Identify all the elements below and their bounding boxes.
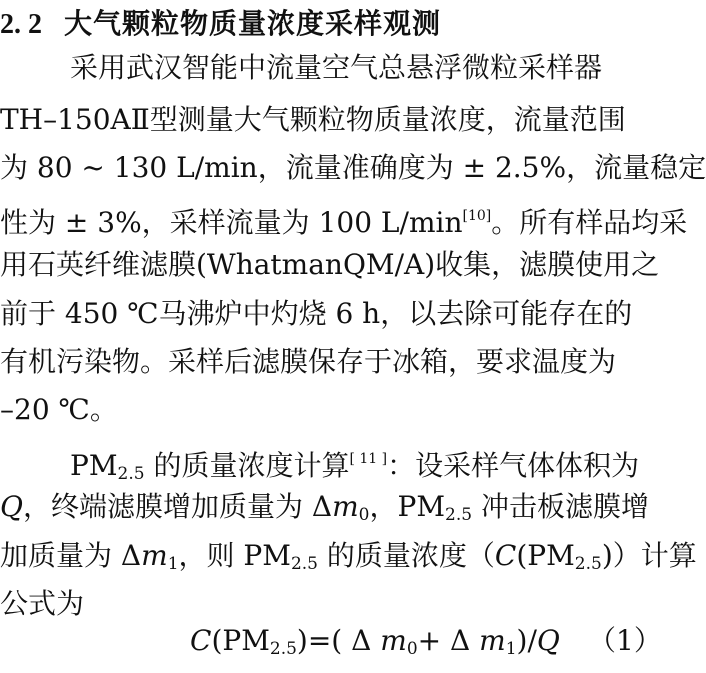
text-line: 采用武汉智能中流量空气总悬浮微粒采样器 [70, 51, 603, 84]
text-line: 有机污染物。采样后滤膜保存于冰箱，要求温度为 [0, 345, 617, 378]
text-line: 为 80 ~ 130 L/min，流量准确度为 ± 2.5%，流量稳定 [0, 151, 706, 184]
citation-ref: [ 11 ] [349, 451, 388, 467]
eq-span: )/ [516, 624, 537, 657]
pm-symbol: PM [397, 490, 446, 523]
text-line: –20 ℃。 [0, 393, 118, 426]
section-number: 2. 2 [0, 9, 42, 40]
text-line [0, 192, 688, 240]
pm-symbol: PM [243, 539, 291, 572]
citation-ref: [10] [462, 208, 492, 224]
text-span: ， [369, 490, 398, 523]
equation [190, 617, 570, 665]
subscript-0: 0 [406, 639, 418, 659]
text-line [0, 532, 697, 580]
text-line: 前于 450 ℃马沸炉中灼烧 6 h，以去除可能存在的 [0, 297, 633, 330]
text-span: 的质量浓度计算 [144, 449, 350, 482]
eq-span: + Δ [417, 624, 480, 657]
subscript-1: 1 [167, 554, 179, 574]
subscript-0: 0 [358, 505, 370, 525]
text-span: ：设采样气体体积为 [387, 449, 640, 482]
pm-subscript: 2.5 [445, 505, 473, 525]
text-span: 的质量浓度（ [317, 539, 495, 572]
variable-m: m [332, 490, 359, 523]
pm-symbol: PM [70, 449, 118, 482]
variable-m: m [380, 624, 407, 657]
subscript-1: 1 [505, 639, 517, 659]
pm-subscript: 2.5 [574, 554, 602, 574]
section-heading [0, 0, 668, 48]
text-line [70, 435, 668, 483]
variable-c: C [190, 624, 212, 657]
text-span: 性为 ± 3%，采样流量为 100 L/min [0, 206, 463, 239]
text-line: 用石英纤维滤膜(WhatmanQM/A)收集，滤膜使用之 [0, 248, 660, 281]
text-span: ，则 [178, 539, 244, 572]
pm-subscript: 2.5 [117, 464, 145, 484]
text-span: 加质量为 Δ [0, 539, 142, 572]
text-line: 公式为 [0, 587, 85, 620]
variable-q: Q [536, 624, 560, 657]
text-line [0, 483, 668, 531]
text-line: TH–150AⅡ型测量大气颗粒物质量浓度，流量范围 [0, 103, 626, 136]
pm-subscript: 2.5 [290, 554, 318, 574]
text-span: 。所有样品均采 [491, 206, 688, 239]
eq-span: (PM [211, 624, 270, 657]
pm-subscript: 2.5 [269, 639, 297, 659]
text-span: ( [516, 539, 528, 572]
text-span: 冲击板滤膜增 [472, 490, 649, 523]
variable-c: C [494, 539, 517, 572]
equation-number: （1） [588, 624, 662, 657]
variable-m: m [141, 539, 168, 572]
section-title: 大气颗粒物质量浓度采样观测 [64, 7, 442, 40]
eq-span: )=( Δ [296, 624, 381, 657]
variable-q: Q [0, 490, 23, 523]
text-span: ，终端滤膜增加质量为 Δ [22, 490, 333, 523]
pm-symbol: PM [527, 539, 575, 572]
text-span: )）计算 [601, 539, 697, 572]
variable-m: m [479, 624, 506, 657]
